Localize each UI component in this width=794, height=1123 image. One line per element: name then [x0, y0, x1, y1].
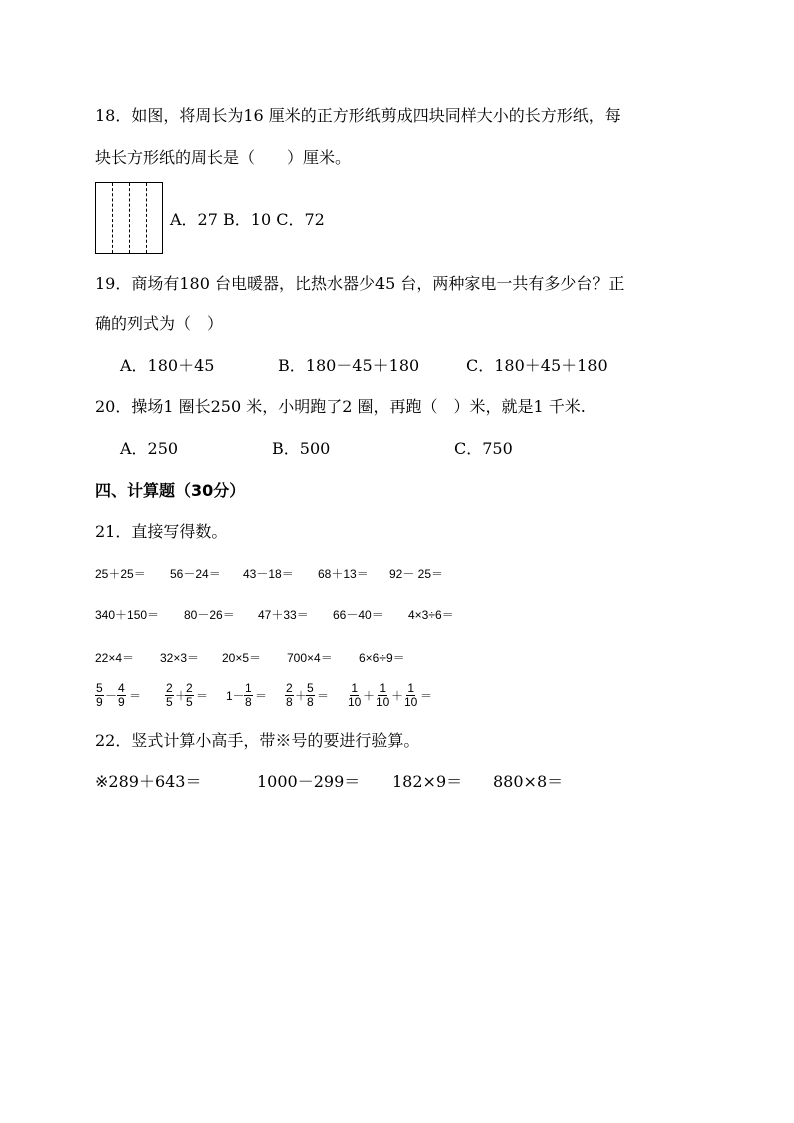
calc-item: 68＋13＝ [318, 567, 369, 581]
section-title: 四、计算题（30分） [95, 481, 246, 500]
operator: ＋ [391, 689, 404, 703]
fraction: $\frac{2}{5}$ [166, 681, 173, 709]
equals: ＝ [420, 689, 433, 703]
calc-item: 4×3÷6＝ [408, 608, 454, 622]
vertical-calc-item: 1000－299＝ [257, 772, 361, 791]
vertical-calc-item: 880×8＝ [493, 772, 564, 791]
fraction: $\frac{1}{10}$ [404, 681, 418, 709]
calc-item: 25＋25＝ [95, 567, 146, 581]
q18-line2: 块长方形纸的周长是（ ）厘米。 [95, 148, 352, 167]
operator: ＋ [175, 689, 188, 703]
equals: ＝ [255, 689, 268, 703]
fraction: $\frac{2}{5}$ [186, 681, 193, 709]
q21-title: 21．直接写得数。 [95, 522, 228, 541]
whole-minus: 1－ [226, 689, 245, 703]
fraction: $\frac{1}{10}$ [376, 681, 390, 709]
q19-line1: 19．商场有180 台电暖器，比热水器少45 台，两种家电一共有多少台？正 [95, 274, 625, 293]
square-paper-diagram [95, 182, 163, 254]
q20-line1: 20．操场1 圈长250 米，小明跑了2 圈，再跑（ ）米，就是1 千米. [95, 397, 586, 416]
q22-title: 22．竖式计算小高手，带※号的要进行验算。 [95, 731, 420, 750]
q20-option-b: B．500 [272, 439, 331, 458]
cut-line [146, 183, 147, 253]
calc-item: 43－18＝ [243, 567, 294, 581]
vertical-calc-item: 182×9＝ [392, 772, 463, 791]
q18-line1: 18．如图，将周长为16 厘米的正方形纸剪成四块同样大小的长方形纸，每 [95, 106, 621, 125]
fraction: $\frac{1}{10}$ [348, 681, 362, 709]
cut-line [129, 183, 130, 253]
cut-line [112, 183, 113, 253]
calc-item: 47＋33＝ [258, 608, 309, 622]
q19-line2: 确的列式为（ ） [95, 314, 224, 333]
fraction: $\frac{1}{8}$ [245, 681, 252, 709]
q19-option-a: A．180＋45 [120, 356, 215, 375]
equals: ＝ [317, 689, 330, 703]
calc-item: 56－24＝ [170, 567, 221, 581]
calc-item: 80－26＝ [184, 608, 235, 622]
calc-item: 92－ 25＝ [389, 567, 444, 581]
q19-option-c: C．180＋45＋180 [466, 356, 608, 375]
fraction: $\frac{4}{9}$ [118, 681, 125, 709]
fraction: $\frac{2}{8}$ [286, 681, 293, 709]
calc-item: 340＋150＝ [95, 608, 160, 622]
calc-item: 6×6÷9＝ [359, 651, 405, 665]
q19-option-b: B．180－45＋180 [278, 356, 420, 375]
equals: ＝ [129, 689, 142, 703]
fraction: $\frac{5}{9}$ [96, 681, 103, 709]
q18-options: A．27 B．10 C．72 [170, 210, 325, 229]
calc-item: 700×4＝ [287, 651, 333, 665]
operator: － [105, 689, 118, 703]
calc-item: 32×3＝ [160, 651, 200, 665]
q20-option-c: C．750 [454, 439, 513, 458]
calc-item: 20×5＝ [222, 651, 262, 665]
fraction: $\frac{5}{8}$ [307, 681, 314, 709]
calc-item: 22×4＝ [95, 651, 135, 665]
operator: ＋ [363, 689, 376, 703]
calc-item: 66－40＝ [333, 608, 384, 622]
operator: ＋ [295, 689, 308, 703]
equals: ＝ [196, 689, 209, 703]
vertical-calc-item: ※289＋643＝ [95, 772, 202, 791]
q20-option-a: A．250 [120, 439, 179, 458]
